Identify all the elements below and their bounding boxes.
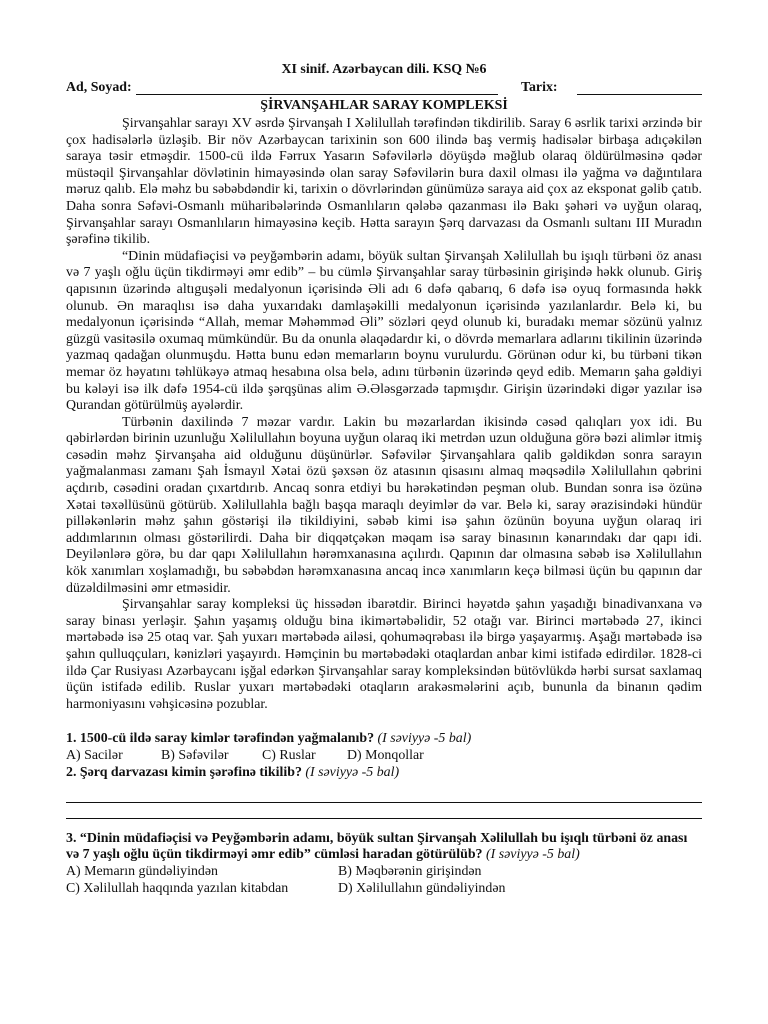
question-3-option-c[interactable]: C) Xəlilullah haqqında yazılan kitabdan — [66, 880, 289, 896]
question-3-level: (I səviyyə -5 bal) — [486, 847, 580, 863]
question-3-options-row-1 — [66, 864, 702, 881]
question-1-options — [66, 748, 702, 765]
worksheet-title: XI sinif. Azərbaycan dili. KSQ №6 — [281, 62, 487, 77]
date-blank-line[interactable] — [577, 94, 702, 95]
question-3-text — [66, 831, 702, 864]
question-3-option-a[interactable]: A) Memarın gündəliyindən — [66, 863, 218, 879]
question-2-text — [66, 765, 702, 782]
question-1-text — [66, 731, 702, 748]
question-3 — [66, 831, 702, 898]
question-2-answer-line-2[interactable] — [66, 803, 702, 819]
question-1-option-c[interactable]: C) Ruslar — [262, 747, 316, 763]
question-1-prompt: 1. 1500-cü ildə saray kimlər tərəfindən yağmalanıb? — [66, 731, 375, 747]
question-2-level: (I səviyyə -5 bal) — [305, 764, 400, 780]
text-paragraph-2: “Dinin müdafiəçisi və peyğəmbərin adamı, böyük sultan Şirvanşah Xəlilullah bu işıqlı türbəni öz anası və 7 yaşlı oğlu üçün tikdirməyi əmr edib” – bu cümlə Şirvanşahlar saray türbəsinin girişində həkk olunub. Giriş qapısının üzərində altıguşəli medalyonun içərisində Əli adı 6 dəfə qabarıq, 6 dəfə isə oyuq formasında həkk olunub. Ən maraqlısı isə daha yuxarıdakı damlaşəkilli medalyonun içərisində yazılanlardır. Belə ki, bu medalyonun içərisində “Allah, memar Məhəmməd Əli” sözləri qeyd olunub ki, buradakı memar sözünü yalnız güzgü vasitəsilə oxumaq mümkündür. Bu da onunla əlaqədardır ki, o dövrdə memarlara adlarını tikilinin üzərində yazmaq qadağan olunmuşdu. Hətta bunu edən memarların boynu vurulurdu. Görünən odur ki, bu türbəni tikən memar öz həyatını təhlükəyə atmaq hesabına olsa belə, adını türbənin üzərində qeyd edib. Memarın şaha gəldiyi bu kələyi isə ilk dəfə 1954-cü ildə şərqşünas alim Ə.Ələsgərzadə tapmışdır. Girişin üzərindəki digər yazılar isə Qurandan götürülmüş ayələrdir. — [66, 248, 702, 414]
text-heading: ŞİRVANŞAHLAR SARAY KOMPLEKSİ — [260, 98, 508, 113]
question-2-prompt: 2. Şərq darvazası kimin şərəfinə tikilib? — [66, 764, 302, 780]
question-3-option-b[interactable]: B) Məqbərənin girişindən — [338, 863, 482, 879]
question-1 — [66, 731, 702, 818]
name-blank-line[interactable] — [136, 94, 498, 95]
text-paragraph-4: Şirvanşahlar saray kompleksi üç hissədən ibarətdir. Birinci həyətdə şahın yaşadığı binadivanxana və saray binası yerləşir. Şahın yaşamış olduğu bina ikimərtəbəlidir, 52 otağı var. Birinci mərtəbədə 27, ikinci mərtəbədə isə 25 otaq var. Şah yuxarı mərtəbədə ailəsi, qohuməqrəbası ilə birgə yaşayarmış. Aşağı mərtəbədə isə şahın qulluqçuları, kənizləri yaşayırdı. Həmçinin bu mərtəbədəki otaqlardan anbar kimi istifadə edirdilər. 1828-ci ildə Çar Rusiyası Azərbaycanı işğal edərkən Şirvanşahlar saray kompleksindən bütövlükdə hərbi sursat saxlamaq üçün istifadə edilib. Ruslar yuxarı mərtəbədəki otaqların arakəsmələrini açıb, bununla da binanın qədim harmoniyasını vəhşicəsinə pozublar. — [66, 597, 702, 712]
name-label: Ad, Soyad: — [66, 80, 132, 95]
question-1-option-a[interactable]: A) Sacilər — [66, 747, 123, 763]
worksheet-page — [66, 62, 702, 898]
question-3-options-row-2 — [66, 881, 702, 898]
question-2-answer-line-1[interactable] — [66, 787, 702, 803]
date-label: Tarix: — [521, 80, 558, 95]
question-1-option-b[interactable]: B) Səfəvilər — [161, 747, 229, 763]
question-3-prompt: 3. “Dinin müdafiəçisi və Peyğəmbərin adamı, böyük sultan Şirvanşah Xəlilullah bu işıqlı türbəni öz anası və 7 yaşlı oğlu üçün tikdirməyi əmr edib” cümləsi haradan götürülüb? — [66, 830, 688, 863]
text-paragraph-3: Türbənin daxilində 7 məzar vardır. Lakin bu məzarlardan ikisində cəsəd qalıqları yox idi. Bu qəbirlərdən birinin uzunluğu Xəlilullahın boyuna uyğun olaraq iki metrdən uzun olduğuna görə bəzi alimlər itmiş cəsədin məhz Şirvanşaha aid olduğunu düşünürlər. Səfəvilər Şirvanşahlara qalib gəldikdən sonra sarayın yağmalanması zamanı Şah İsmayıl Xətai özü şəxsən öz atasının qisasını almaq məqsədilə Xəlilullahın qəbrini açdırıb, cəsədini oradan çıxartdırıb. Ancaq sonra etdiyi bu hərəkətindən peşman olub. Bundan sonra isə özünə Xətai təxəllüsünü götürüb. Xəlilullahla bağlı başqa maraqlı deyimlər də var. Belə ki, saray ərazisindəki hündür pilləkənlərin məhz şahın göstərişi ilə tikildiyini, səbəb kimi isə şahın özünün boyuna uyğun olaraq iri addımlarının olması göstərilirdi. Daha bir diqqətçəkən məqam isə saray binasının kənarındakı dar qapı idi. Deyilənlərə görə, bu dar qapı Xəlilullahın hərəmxanasına açılırdı. Qapının dar olmasına səbəb isə Xəlilullahın kök xanımları xoşlamadığı, bu səbəbdən hərəmxanasına ancaq incə xanımların keçə bilməsi üçün bu qapının dar düzəldilməsini əmr etməsidir. — [66, 414, 702, 596]
name-date-row — [66, 80, 702, 98]
text-paragraph-1: Şirvanşahlar sarayı XV əsrdə Şirvanşah I Xəlilullah tərəfindən tikdirilib. Saray 6 əsrlik tarixi ərzində bir çox hadisələrlə üzləşib. Bir növ Azərbaycan tarixinin son 600 ilində baş vermiş hadisələr birbaşa adıçəkilən saraya təsir etməşdir. 1500-cü ildə Fərrux Yasarın Səfəvilərlə döyüşdə məğlub olaraq öldürülməsinə qədər müstəqil Şirvanşahlar dövlətinin himayəsində olan saray Səfəvilərin bura daxil olması ilə yağma və dağıntılara məruz qalıb. Elə məhz bu səbəbdəndir ki, tarixin o dövrlərindən günümüzə saraya aid çox az eksponat gəlib çatıb. Daha sonra Səfəvi-Osmanlı müharibələrində Osmanlıların qələbə qazanması ilə Bakı şəhəri və uyğun olaraq, Şirvanşahlar sarayı Osmanlıların himayəsinə keçib. Hətta sarayın Şərq darvazası da Osmanlı sultanı III Muradın şərəfinə tikilib. — [66, 116, 702, 248]
question-1-level: (I səviyyə -5 bal) — [377, 731, 472, 747]
question-3-option-d[interactable]: D) Xəlilullahın gündəliyindən — [338, 880, 506, 896]
question-1-option-d[interactable]: D) Monqollar — [347, 747, 424, 763]
